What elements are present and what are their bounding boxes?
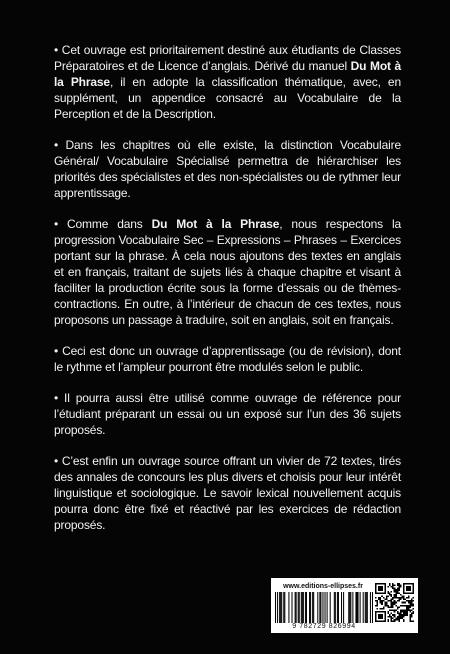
barcode-bar [363,592,364,623]
paragraph-text: • C’est enfin un ouvrage source offrant un vivier de 72 textes, tirés des annales de concours les plus divers et choisis pour leur intérêt linguistique et sociologique. Le savoir lexical nouvellement acquis pourra donc être fixé et réactivé par les exercices de rédaction proposés. [54,454,401,532]
barcode-bar [292,592,293,623]
barcode-bar [281,592,282,623]
barcode-bar [306,592,307,623]
barcode-bar [302,592,303,623]
barcode-bar [366,592,367,623]
paragraph-text: • Ceci est donc un ouvrage d’apprentissage (ou de révision), dont le rythme et l’ampleur pourront être modulés selon le public. [54,344,401,374]
barcode-bar [275,592,276,623]
barcode-bar [322,592,323,623]
barcode-bar [296,592,297,623]
blurb-paragraph [54,453,401,533]
barcode-bar [355,592,356,623]
barcode-bar [301,592,302,623]
blurb-paragraph [54,390,401,438]
barcode-bar [284,592,285,623]
barcode-bar [288,592,289,623]
barcode-bar [312,592,313,623]
barcode-bar [365,592,366,623]
barcode-bar [350,592,351,623]
barcode-bar [303,592,304,623]
barcode-bar [299,592,300,623]
barcode-bar [367,592,368,623]
barcode-bar [317,592,318,623]
publisher-website: www.editions-ellipses.fr [283,583,363,590]
isbn-barcode [275,592,373,623]
paragraph-text: , il en adopte la classification thématique, avec, en supplément, un appendice consacré au Vocabulaire de la Perception et de la Description. [54,75,401,121]
barcode-bar [334,592,335,623]
barcode-area [271,578,418,633]
qr-code-icon [375,583,414,622]
barcode-bar [360,592,361,623]
barcode-bar [283,592,284,623]
book-title-emphasis: Du Mot à la Phrase [54,59,402,89]
barcode-bar [325,592,326,623]
barcode-bar [327,592,328,623]
barcode-bar [320,592,321,623]
paragraph-text: • Comme dans [54,217,152,231]
barcode-bar [341,592,342,623]
blurb-paragraph [54,216,401,328]
barcode-bar [372,592,373,623]
barcode-bar [277,592,278,623]
barcode-bar [338,592,339,623]
paragraph-text: • Dans les chapitres où elle existe, la distinction Vocabulaire Général/ Vocabulaire Spécialisé permettra de hiérarchiser les priorités des spécialistes et des non-spécialistes ou de rythmer leur apprentissage. [54,138,401,200]
barcode-bar [349,592,350,623]
barcode-bar [298,592,299,623]
barcode-bar [337,592,338,623]
barcode-bar [309,592,310,623]
blurb-text [54,42,401,548]
barcode-bar [279,592,280,623]
paragraph-text: • Il pourra aussi être utilisé comme ouvrage de référence pour l’étudiant préparant un essai ou un exposé sur l’un des 36 sujets proposés. [54,391,401,437]
book-title-emphasis: Du Mot à la Phrase [151,217,280,231]
barcode-bar [352,592,353,623]
paragraph-text: • Cet ouvrage est prioritairement destiné aux étudiants de Classes Préparatoires et de Licence d’anglais. Dérivé du manuel [54,43,401,73]
barcode-bar [348,592,349,623]
paragraph-text: , nous respectons la progression Vocabulaire Sec – Expressions – Phrases – Exercices portant sur la phrase. À cela nous ajoutons des textes en anglais et en français, traitant de sujets liés à chaque chapitre et visant à faciliter la production écrite sous la forme d’essais ou de thèmes-contractions. En outre, à l’intérieur de chacun de ces textes, nous proposons un passage à traduire, soit en anglais, soit en français. [54,217,401,327]
barcode-bar [313,592,314,623]
barcode-bar [280,592,281,623]
barcode-bar [343,592,344,623]
barcode-bar [330,592,331,623]
barcode-bar [305,592,306,623]
blurb-paragraph [54,137,401,201]
barcode-bar [335,592,336,623]
blurb-paragraph [54,42,401,122]
barcode-bar [295,592,296,623]
barcode-bar [319,592,320,623]
barcode-bar [310,592,311,623]
barcode-bar [358,592,359,623]
blurb-paragraph [54,343,401,375]
barcode-bar [356,592,357,623]
isbn-number: 9 782729 826994 [292,623,356,630]
barcode-bar [370,592,371,623]
